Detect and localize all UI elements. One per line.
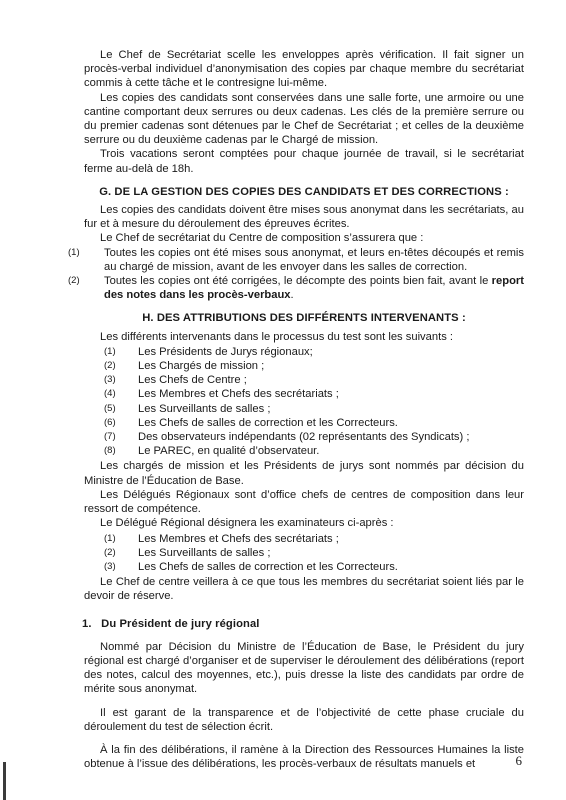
list-item bbox=[104, 387, 524, 401]
paragraph-conservation: Les copies des candidats sont conservées dans une salle forte, une armoire ou une cantine comportant deux serrures ou deux cadenas. Les clés de la première serrure ou du premier cadenas sont détenues par le Chef de Secrétariat ; et celles de la deuxième serrure ou du deuxième cadenas par le Chargé de mission. bbox=[84, 91, 524, 147]
list-item bbox=[68, 246, 524, 274]
list-item-bold-text: report des notes dans les procès-verbaux bbox=[104, 275, 524, 302]
list-item-number: (7) bbox=[104, 431, 116, 443]
list-item bbox=[104, 444, 524, 458]
subsection-1-paragraph-2: Il est garant de la transparence et de l’objectivité de cette phase cruciale du déroulement du test de sélection écrit. bbox=[84, 706, 524, 733]
list-item-number: (5) bbox=[104, 402, 116, 414]
section-h-paragraph-3: Les Délégués Régionaux sont d’office chefs de centres de composition dans leur ressort de compétence. bbox=[84, 488, 524, 516]
list-item-text: Les Chefs de salles de correction et les Correcteurs. bbox=[138, 560, 398, 573]
section-g-heading: G. DE LA GESTION DES COPIES DES CANDIDATS ET DES CORRECTIONS : bbox=[99, 185, 509, 198]
list-item-number: (3) bbox=[104, 374, 116, 386]
list-item bbox=[104, 359, 524, 373]
list-item-text: Toutes les copies ont été mises sous anonymat, et leurs en-têtes découpés et remis au chargé de mission, avant de les envoyer dans les salles de correction. bbox=[104, 246, 524, 273]
list-item bbox=[68, 274, 524, 302]
list-item-text: Les Chargés de mission ; bbox=[138, 360, 265, 373]
section-g-paragraph-2: Le Chef de secrétariat du Centre de composition s’assurera que : bbox=[100, 232, 424, 245]
list-item-number: (6) bbox=[104, 416, 116, 428]
subsection-1-paragraph-3: À la fin des délibérations, il ramène à la Direction des Ressources Humaines la liste obtenue à l’issue des délibérations, les procès-verbaux de résultats manuels et bbox=[84, 743, 524, 771]
subsection-1-paragraph-1: Nommé par Décision du Ministre de l’Éducation de Base, le Président du jury régional est chargé d’organiser et de superviser le déroulement des délibérations (report des notes, calcul des moyennes, etc.), puis dresse la liste des candidats par ordre de mérite sous anonymat. bbox=[84, 640, 524, 696]
list-item-text: Les Surveillants de salles ; bbox=[138, 402, 271, 415]
examinateurs-list bbox=[104, 532, 524, 575]
list-item bbox=[104, 560, 524, 574]
list-item-number: (3) bbox=[104, 560, 116, 572]
list-item bbox=[104, 373, 524, 387]
list-item-number: (1) bbox=[68, 246, 80, 258]
subsection-1-heading: 1. Du Président de jury régional bbox=[82, 617, 260, 630]
paragraph-enveloppes: Le Chef de Secrétariat scelle les enveloppes après vérification. Il fait signer un procès-verbal individuel d’anonymisation des copies par chaque membre du secrétariat commis à cette tâche et le contresigne lui-même. bbox=[84, 49, 524, 90]
list-item bbox=[104, 416, 524, 430]
list-item-text: Les Chefs de salles de correction et les Correcteurs. bbox=[138, 416, 398, 429]
list-item-text: Le PAREC, en qualité d’observateur. bbox=[138, 445, 320, 458]
intervenants-list bbox=[104, 345, 524, 459]
section-h-paragraph-2: Les chargés de mission et les Présidents de jurys sont nommés par décision du Ministre de l’Éducation de Base. bbox=[84, 460, 524, 487]
scan-edge-mark bbox=[3, 762, 6, 800]
section-h-paragraph-1: Les différents intervenants dans le processus du test sont les suivants : bbox=[100, 330, 454, 343]
page-content bbox=[68, 48, 524, 771]
list-item-text: Les Présidents de Jurys régionaux; bbox=[138, 345, 313, 358]
list-item-text: Les Membres et Chefs des secrétariats ; bbox=[138, 532, 339, 545]
list-item-number: (2) bbox=[104, 546, 116, 558]
paragraph-vacations: Trois vacations seront comptées pour chaque journée de travail, si le secrétariat ferme au-delà de 18h. bbox=[84, 148, 524, 175]
list-item-number: (1) bbox=[104, 532, 116, 544]
list-item-text: Les Surveillants de salles ; bbox=[138, 546, 271, 559]
list-item bbox=[104, 402, 524, 416]
section-h-heading: H. DES ATTRIBUTIONS DES DIFFÉRENTS INTERVENANTS : bbox=[142, 312, 466, 325]
list-item-text: Toutes les copies ont été corrigées, le décompte des points bien fait, avant le bbox=[104, 275, 492, 288]
list-item bbox=[104, 546, 524, 560]
list-item-number: (8) bbox=[104, 445, 116, 457]
list-item-number: (4) bbox=[104, 388, 116, 400]
page-number: 6 bbox=[515, 753, 522, 768]
list-item bbox=[104, 345, 524, 359]
section-g-paragraph-1: Les copies des candidats doivent être mises sous anonymat dans les secrétariats, au fur et à mesure du déroulement des épreuves écrites. bbox=[84, 204, 524, 231]
list-item-text: Les Chefs de Centre ; bbox=[138, 374, 247, 387]
list-item-number: (1) bbox=[104, 345, 116, 357]
list-item-text: Les Membres et Chefs des secrétariats ; bbox=[138, 388, 339, 401]
section-h-paragraph-5: Le Chef de centre veillera à ce que tous les membres du secrétariat soient liés par le devoir de réserve. bbox=[84, 576, 524, 603]
list-item-number: (2) bbox=[68, 275, 80, 287]
list-item bbox=[104, 430, 524, 444]
list-item-number: (2) bbox=[104, 360, 116, 372]
list-item-end: . bbox=[290, 289, 294, 302]
list-item-text: Des observateurs indépendants (02 représentants des Syndicats) ; bbox=[138, 431, 470, 444]
list-item bbox=[104, 532, 524, 546]
section-h-paragraph-4: Le Délégué Régional désignera les examinateurs ci-après : bbox=[100, 517, 394, 530]
